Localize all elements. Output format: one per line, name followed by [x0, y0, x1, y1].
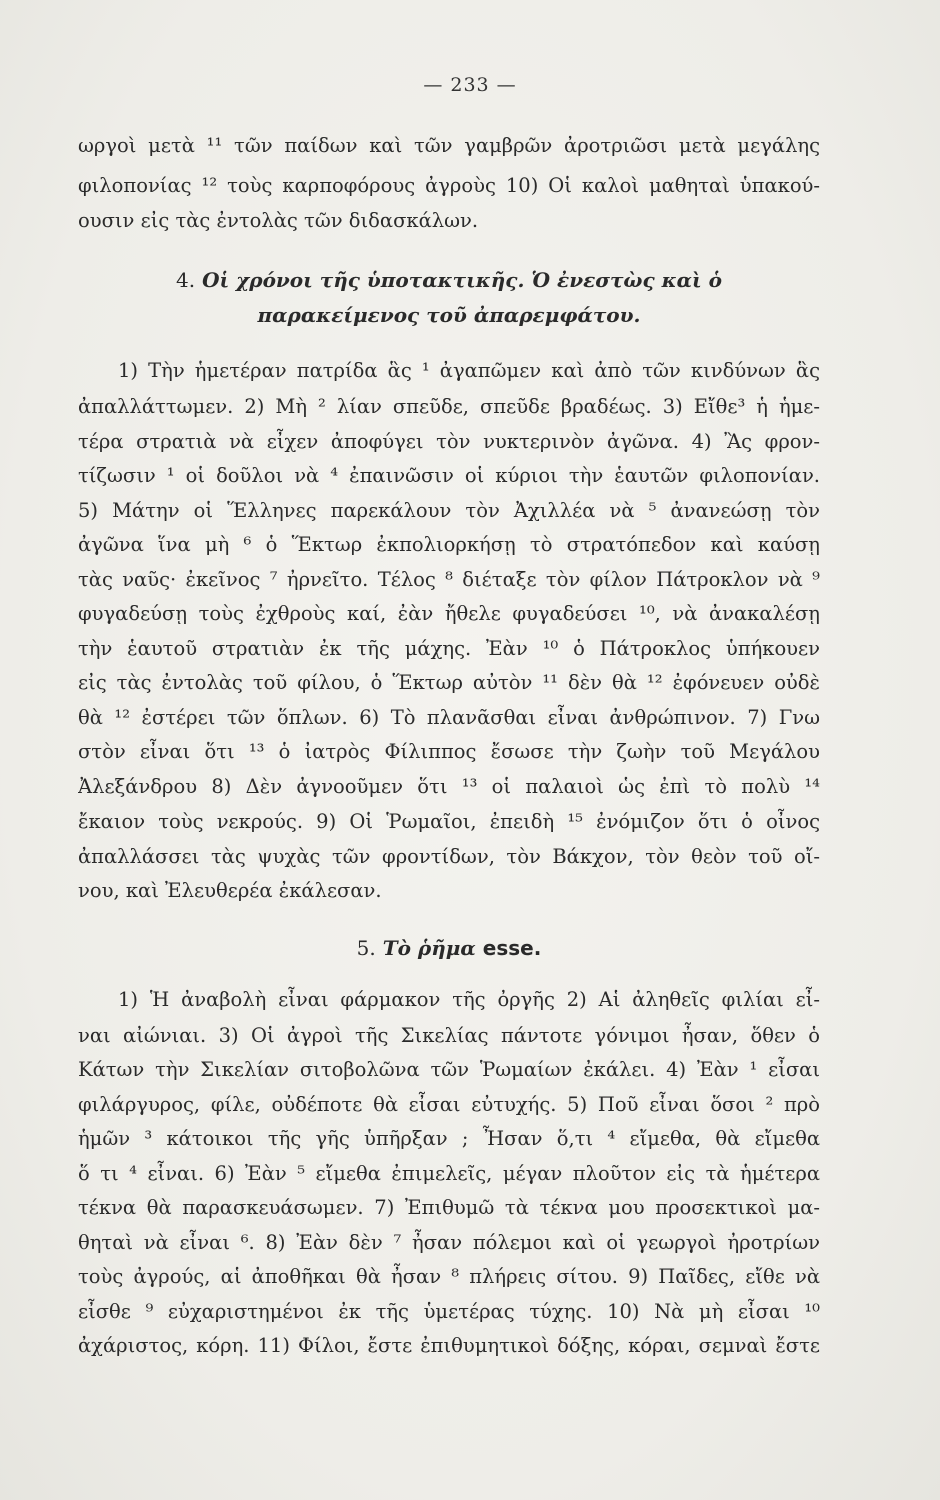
section-4-heading	[78, 265, 820, 295]
text-line: εἰς τὰς ἐντολὰς τοῦ φίλου, ὁ Ἕκτωρ αὐτὸν ¹¹ δὲν θὰ ¹² ἐφόνευεν οὐδὲ	[78, 671, 820, 694]
text-line: 1) Ἡ ἀναβολὴ εἶναι φάρμακον τῆς ὀργῆς 2) Αἱ ἀληθεῖς φιλίαι εἶ-	[118, 988, 820, 1011]
text-line: ἀχάριστος, κόρη. 11) Φίλοι, ἔστε ἐπιθυμητικοὶ δόξης, κόραι, σεμναὶ ἔστε	[78, 1334, 820, 1357]
text-line: τὴν ἑαυτοῦ στρατιὰν ἐκ τῆς μάχης. Ἐὰν ¹⁰ ὁ Πάτροκλος ὑπήκουεν	[78, 637, 820, 660]
text-line: θὰ ¹² ἐστέρει τῶν ὅπλων. 6) Τὸ πλανᾶσθαι εἶναι ἀνθρώπινον. 7) Γνω	[78, 706, 820, 729]
text-line: ἀγῶνα ἵνα μὴ ⁶ ὁ Ἕκτωρ ἐκπολιορκήσῃ τὸ στρατόπεδον καὶ καύσῃ	[78, 533, 820, 556]
page-number: — 233 —	[423, 74, 517, 96]
text-line: τίζωσιν ¹ οἱ δοῦλοι νὰ ⁴ ἐπαινῶσιν οἱ κύριοι τὴν ἑαυτῶν φιλοπονίαν.	[78, 464, 820, 487]
text-line: φιλοπονίας ¹² τοὺς καρποφόρους ἀγροὺς 10) Οἱ καλοὶ μαθηταὶ ὑπακού-	[78, 174, 820, 197]
section-4-number: 4.	[176, 268, 196, 292]
text-line: ἔκαιον τοὺς νεκρούς. 9) Οἱ Ῥωμαῖοι, ἐπειδὴ ¹⁵ ἐνόμιζον ὅτι ὁ οἶνος	[78, 810, 820, 833]
text-line: ἀπαλλάσσει τὰς ψυχὰς τῶν φροντίδων, τὸν Βάκχον, τὸν θεὸν τοῦ οἴ-	[78, 845, 820, 868]
text-line: 1) Τὴν ἡμετέραν πατρίδα ἃς ¹ ἀγαπῶμεν καὶ ἀπὸ τῶν κινδύνων ἃς	[118, 359, 820, 382]
text-line: Ἀλεξάνδρου 8) Δὲν ἀγνοοῦμεν ὅτι ¹³ οἱ παλαιοὶ ὡς ἐπὶ τὸ πολὺ ¹⁴	[78, 775, 820, 798]
section-5-title-latin: esse.	[482, 936, 542, 960]
text-line: ωργοὶ μετὰ ¹¹ τῶν παίδων καὶ τῶν γαμβρῶν ἀροτριῶσι μετὰ μεγάλης	[78, 134, 820, 157]
text-line: τὰς ναῦς· ἐκεῖνος ⁷ ἠρνεῖτο. Τέλος ⁸ διέταξε τὸν φίλον Πάτροκλον νὰ ⁹	[78, 568, 820, 591]
text-line: φυγαδεύσῃ τοὺς ἐχθροὺς καί, ἐὰν ἤθελε φυγαδεύσει ¹⁰, νὰ ἀνακαλέσῃ	[78, 602, 820, 625]
text-line: Κάτων τὴν Σικελίαν σιτοβολῶνα τῶν Ῥωμαίων ἐκάλει. 4) Ἐὰν ¹ εἶσαι	[78, 1058, 820, 1081]
section-4-title-line1: Οἱ χρόνοι τῆς ὑποτακτικῆς. Ὁ ἐνεστὼς καὶ ὁ	[202, 268, 722, 292]
text-line: τέρα στρατιὰ νὰ εἶχεν ἀποφύγει τὸν νυκτερινὸν ἀγῶνα. 4) Ἂς φρον-	[78, 430, 820, 453]
text-line: ουσιν εἰς τὰς ἐντολὰς τῶν διδασκάλων.	[78, 209, 479, 232]
text-line: ὅ τι ⁴ εἶναι. 6) Ἐὰν ⁵ εἴμεθα ἐπιμελεῖς, μέγαν πλοῦτον εἰς τὰ ἡμέτερα	[78, 1162, 820, 1185]
text-line: τοὺς ἀγρούς, αἱ ἀποθῆκαι θὰ ἦσαν ⁸ πλήρεις σίτου. 9) Παῖδες, εἴθε νὰ	[78, 1265, 820, 1288]
section-5-heading	[78, 933, 820, 963]
section-5-number: 5.	[356, 936, 376, 960]
text-line: ναι αἰώνιαι. 3) Οἱ ἀγροὶ τῆς Σικελίας πάντοτε γόνιμοι ἦσαν, ὅθεν ὁ	[78, 1024, 820, 1047]
section-5-title: Τὸ ῥῆμα	[382, 936, 476, 960]
text-line: νου, καὶ Ἐλευθερέα ἐκάλεσαν.	[78, 879, 382, 902]
text-line: εἶσθε ⁹ εὐχαριστημένοι ἐκ τῆς ὑμετέρας τύχης. 10) Νὰ μὴ εἶσαι ¹⁰	[78, 1300, 820, 1323]
text-line: ἀπαλλάττωμεν. 2) Μὴ ² λίαν σπεῦδε, σπεῦδε βραδέως. 3) Εἴθε³ ἡ ἡμε-	[78, 395, 820, 418]
text-line: στὸν εἶναι ὅτι ¹³ ὁ ἰατρὸς Φίλιππος ἔσωσε τὴν ζωὴν τοῦ Μεγάλου	[78, 740, 820, 763]
section-4-heading-line2	[78, 300, 820, 330]
text-line: 5) Μάτην οἱ Ἕλληνες παρεκάλουν τὸν Ἀχιλλέα νὰ ⁵ ἀνανεώσῃ τὸν	[78, 499, 820, 522]
text-line: θηταὶ νὰ εἶναι ⁶. 8) Ἐὰν δὲν ⁷ ἦσαν πόλεμοι καὶ οἱ γεωργοὶ ἠροτρίων	[78, 1231, 820, 1254]
section-4-title-line2: παρακείμενος τοῦ ἀπαρεμφάτου.	[257, 303, 641, 327]
text-line: τέκνα θὰ παρασκευάσωμεν. 7) Ἐπιθυμῶ τὰ τέκνα μου προσεκτικοὶ μα-	[78, 1196, 820, 1219]
text-line: ἡμῶν ³ κάτοικοι τῆς γῆς ὑπῆρξαν ; Ἦσαν ὅ,τι ⁴ εἴμεθα, θὰ εἴμεθα	[78, 1127, 820, 1150]
text-line: φιλάργυρος, φίλε, οὐδέποτε θὰ εἶσαι εὐτυχής. 5) Ποῦ εἶναι ὅσοι ² πρὸ	[78, 1093, 820, 1116]
